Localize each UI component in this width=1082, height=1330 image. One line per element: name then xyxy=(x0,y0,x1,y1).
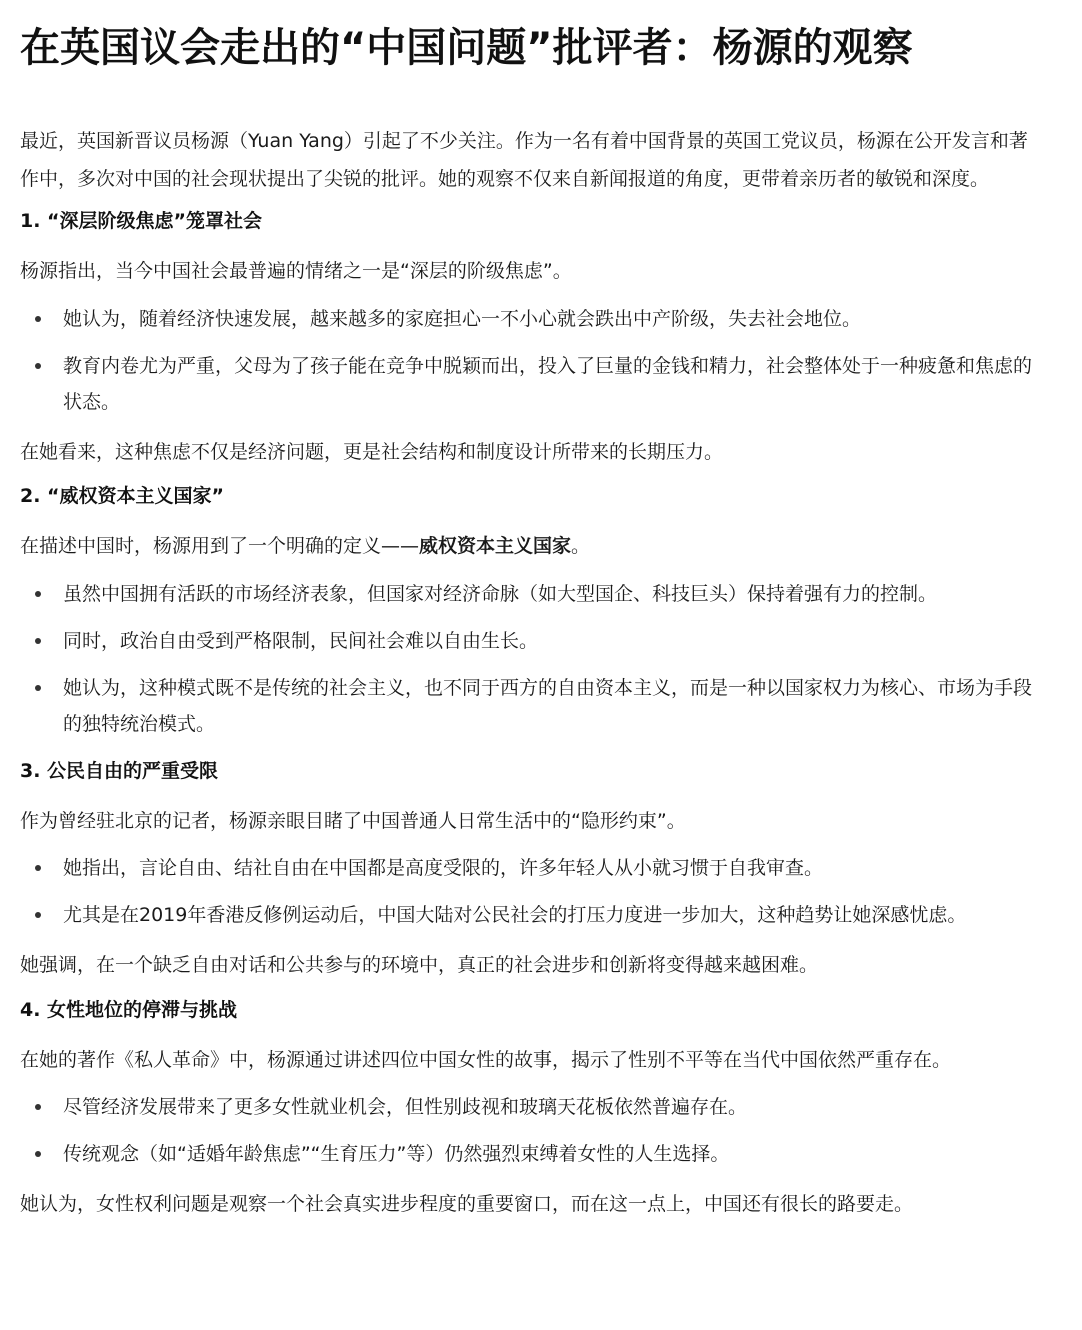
list-item: 尽管经济发展带来了更多女性就业机会，但性别歧视和玻璃天花板依然普遍存在。 xyxy=(20,1089,1044,1125)
article-title: 在英国议会走出的“中国问题”批评者：杨源的观察 xyxy=(20,25,913,71)
section-heading: 4. 女性地位的停滞与挑战 xyxy=(20,998,238,1021)
lead-emphasis: 威权资本主义国家 xyxy=(419,535,572,557)
section-lead: 在她的著作《私人革命》中，杨源通过讲述四位中国女性的故事，揭示了性别不平等在当代中国依然严重存在。 xyxy=(20,1048,952,1071)
list-item: 她认为，这种模式既不是传统的社会主义，也不同于西方的自由资本主义，而是一种以国家权力为核心、市场为手段的独特统治模式。 xyxy=(20,670,1044,742)
section-lead xyxy=(20,528,1044,566)
bullet-list xyxy=(20,850,1044,933)
list-item: 她指出，言论自由、结社自由在中国都是高度受限的，许多年轻人从小就习惯于自我审查。 xyxy=(20,850,1044,886)
list-item: 教育内卷尤为严重，父母为了孩子能在竞争中脱颖而出，投入了巨量的金钱和精力，社会整体处于一种疲惫和焦虑的状态。 xyxy=(20,348,1044,420)
section-heading: 3. 公民自由的严重受限 xyxy=(20,759,219,782)
section-heading: 2. “威权资本主义国家” xyxy=(20,485,225,507)
section-civil-liberties xyxy=(20,756,1044,985)
list-item: 她认为，随着经济快速发展，越来越多的家庭担心一不小心就会跌出中产阶级，失去社会地位。 xyxy=(20,301,1044,337)
lead-text: 在描述中国时，杨源用到了一个明确的定义—— xyxy=(20,535,420,557)
section-lead: 杨源指出，当今中国社会最普遍的情绪之一是“深层的阶级焦虑”。 xyxy=(20,260,572,282)
list-item: 虽然中国拥有活跃的市场经济表象，但国家对经济命脉（如大型国企、科技巨头）保持着强有力的控制。 xyxy=(20,576,1044,612)
bullet-list xyxy=(20,576,1044,742)
list-item: 同时，政治自由受到严格限制，民间社会难以自由生长。 xyxy=(20,623,1044,659)
section-conclusion: 她强调，在一个缺乏自由对话和公共参与的环境中，真正的社会进步和创新将变得越来越困难。 xyxy=(20,954,819,976)
section-class-anxiety xyxy=(20,206,1044,471)
intro-paragraph: 最近，英国新晋议员杨源（Yuan Yang）引起了不少关注。作为一名有着中国背景的英国工党议员，杨源在公开发言和著作中，多次对中国的社会现状提出了尖锐的批评。她的观察不仅来自新闻报道的角度，更带着亲历者的敏锐和深度。 xyxy=(20,130,1028,190)
section-authoritarian-capitalism xyxy=(20,481,1044,742)
section-women-status xyxy=(20,995,1044,1224)
bullet-list xyxy=(20,1089,1044,1172)
list-item: 尤其是在2019年香港反修例运动后，中国大陆对公民社会的打压力度进一步加大，这种趋势让她深感忧虑。 xyxy=(20,897,1044,933)
list-item: 传统观念（如“适婚年龄焦虑”“生育压力”等）仍然强烈束缚着女性的人生选择。 xyxy=(20,1136,1044,1172)
section-lead: 作为曾经驻北京的记者，杨源亲眼目睹了中国普通人日常生活中的“隐形约束”。 xyxy=(20,809,686,832)
section-conclusion: 在她看来，这种焦虑不仅是经济问题，更是社会结构和制度设计所带来的长期压力。 xyxy=(20,440,724,463)
lead-end: 。 xyxy=(571,535,591,557)
section-heading: 1. “深层阶级焦虑”笼罩社会 xyxy=(20,210,263,232)
bullet-list xyxy=(20,301,1044,420)
section-conclusion: 她认为，女性权利问题是观察一个社会真实进步程度的重要窗口，而在这一点上，中国还有很长的路要走。 xyxy=(20,1193,914,1215)
